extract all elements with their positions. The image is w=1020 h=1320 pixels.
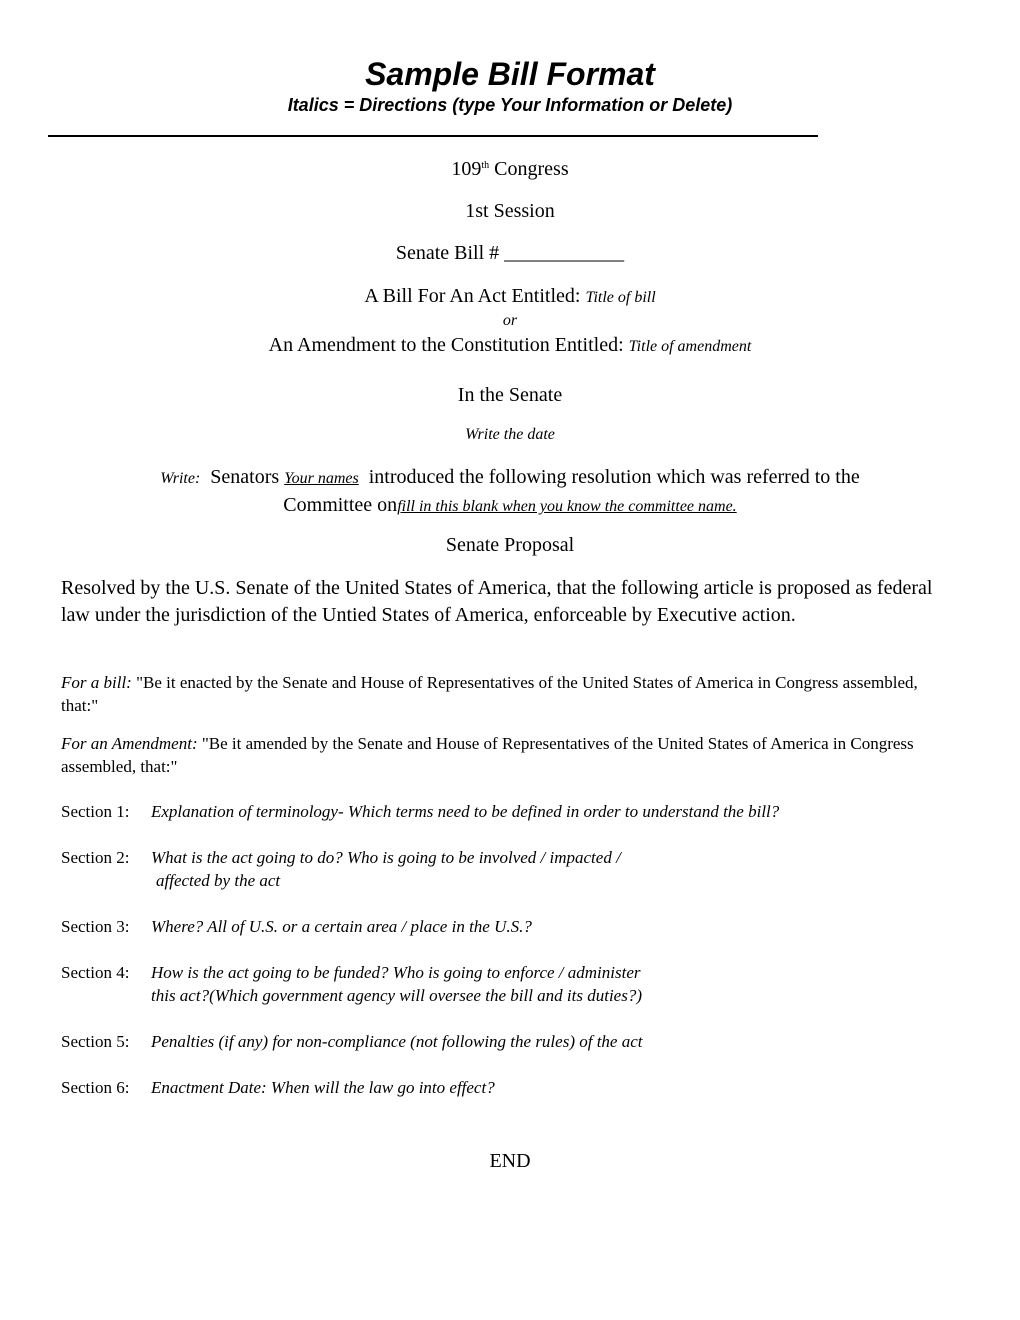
section-4-label: Section 4: <box>61 963 130 982</box>
section-6-label: Section 6: <box>61 1078 130 1097</box>
amendment-prefix: An Amendment to the Constitution Entitled: <box>268 334 624 356</box>
for-amendment-paragraph <box>61 732 941 778</box>
section-2-text-cont[interactable]: affected by the act <box>156 871 281 890</box>
section-4-text-cont[interactable]: this act?(Which government agency will oversee the bill and its duties?) <box>151 986 642 1005</box>
amendment-title-placeholder[interactable]: Title of amendment <box>628 338 752 355</box>
act-prefix: A Bill For An Act Entitled: <box>364 285 581 307</box>
proposal-heading: Senate Proposal <box>445 534 575 556</box>
end-marker: END <box>489 1150 531 1172</box>
page-subtitle: Italics = Directions (type Your Information or Delete) <box>287 95 733 115</box>
congress-suffix: th <box>481 160 490 171</box>
for-amendment-text: "Be it amended by the Senate and House of Representatives of the United States of America in Congress assembled, that:" <box>61 734 914 776</box>
section-3-text[interactable]: Where? All of U.S. or a certain area / place in the U.S.? <box>151 917 532 936</box>
intro-committee-placeholder[interactable]: fill in this blank when you know the committee name. <box>397 498 737 515</box>
amendment-line <box>0 334 1020 357</box>
page-title: Sample Bill Format <box>365 56 655 92</box>
act-title-placeholder[interactable]: Title of bill <box>585 289 656 306</box>
section-5 <box>61 1030 961 1053</box>
section-1 <box>61 800 961 823</box>
congress-line <box>0 158 1020 181</box>
section-5-text[interactable]: Penalties (if any) for non-compliance (not following the rules) of the act <box>151 1032 643 1051</box>
section-3-label: Section 3: <box>61 917 130 936</box>
section-4-text[interactable]: How is the act going to be funded? Who is going to enforce / administer <box>151 963 641 982</box>
session-line: 1st Session <box>465 200 555 222</box>
or-word: or <box>502 312 518 329</box>
section-2-text[interactable]: What is the act going to do? Who is going to be involved / impacted / <box>151 848 621 867</box>
intro-committee-label: Committee on <box>283 494 398 516</box>
intro-write-label: Write: <box>160 470 201 487</box>
section-5-label: Section 5: <box>61 1032 130 1051</box>
header-rule <box>48 135 818 137</box>
section-2-label: Section 2: <box>61 848 130 867</box>
section-2 <box>61 846 961 892</box>
section-6 <box>61 1076 961 1099</box>
section-6-text[interactable]: Enactment Date: When will the law go into effect? <box>151 1078 495 1097</box>
intro-names-placeholder[interactable]: Your names <box>284 470 359 487</box>
section-1-label: Section 1: <box>61 802 130 821</box>
for-bill-label: For a bill: <box>61 673 132 692</box>
section-4 <box>61 961 961 1007</box>
for-bill-text: "Be it enacted by the Senate and House of Representatives of the United States of America in Congress assembled, that:" <box>61 673 918 715</box>
intro-paragraph <box>0 464 1020 520</box>
in-senate-heading: In the Senate <box>457 384 563 406</box>
senate-bill-label: Senate Bill # <box>395 242 500 264</box>
intro-senators: Senators <box>210 466 280 488</box>
section-1-text[interactable]: Explanation of terminology- Which terms need to be defined in order to understand the bill? <box>151 802 780 821</box>
section-3 <box>61 915 961 938</box>
for-bill-paragraph <box>61 671 941 717</box>
resolved-paragraph: Resolved by the U.S. Senate of the United States of America, that the following article is proposed as federal law under the jurisdiction of the Untied States of America, enforceable by Executive action. <box>61 577 933 626</box>
senate-bill-blank[interactable]: ____________ <box>504 242 625 264</box>
intro-text: introduced the following resolution which was referred to the <box>368 466 860 488</box>
write-date-placeholder[interactable]: Write the date <box>465 426 555 443</box>
congress-word: Congress <box>494 158 569 180</box>
for-amendment-label: For an Amendment: <box>61 734 198 753</box>
act-line <box>0 285 1020 308</box>
congress-number: 109 <box>451 158 482 180</box>
senate-bill-line <box>0 242 1020 265</box>
